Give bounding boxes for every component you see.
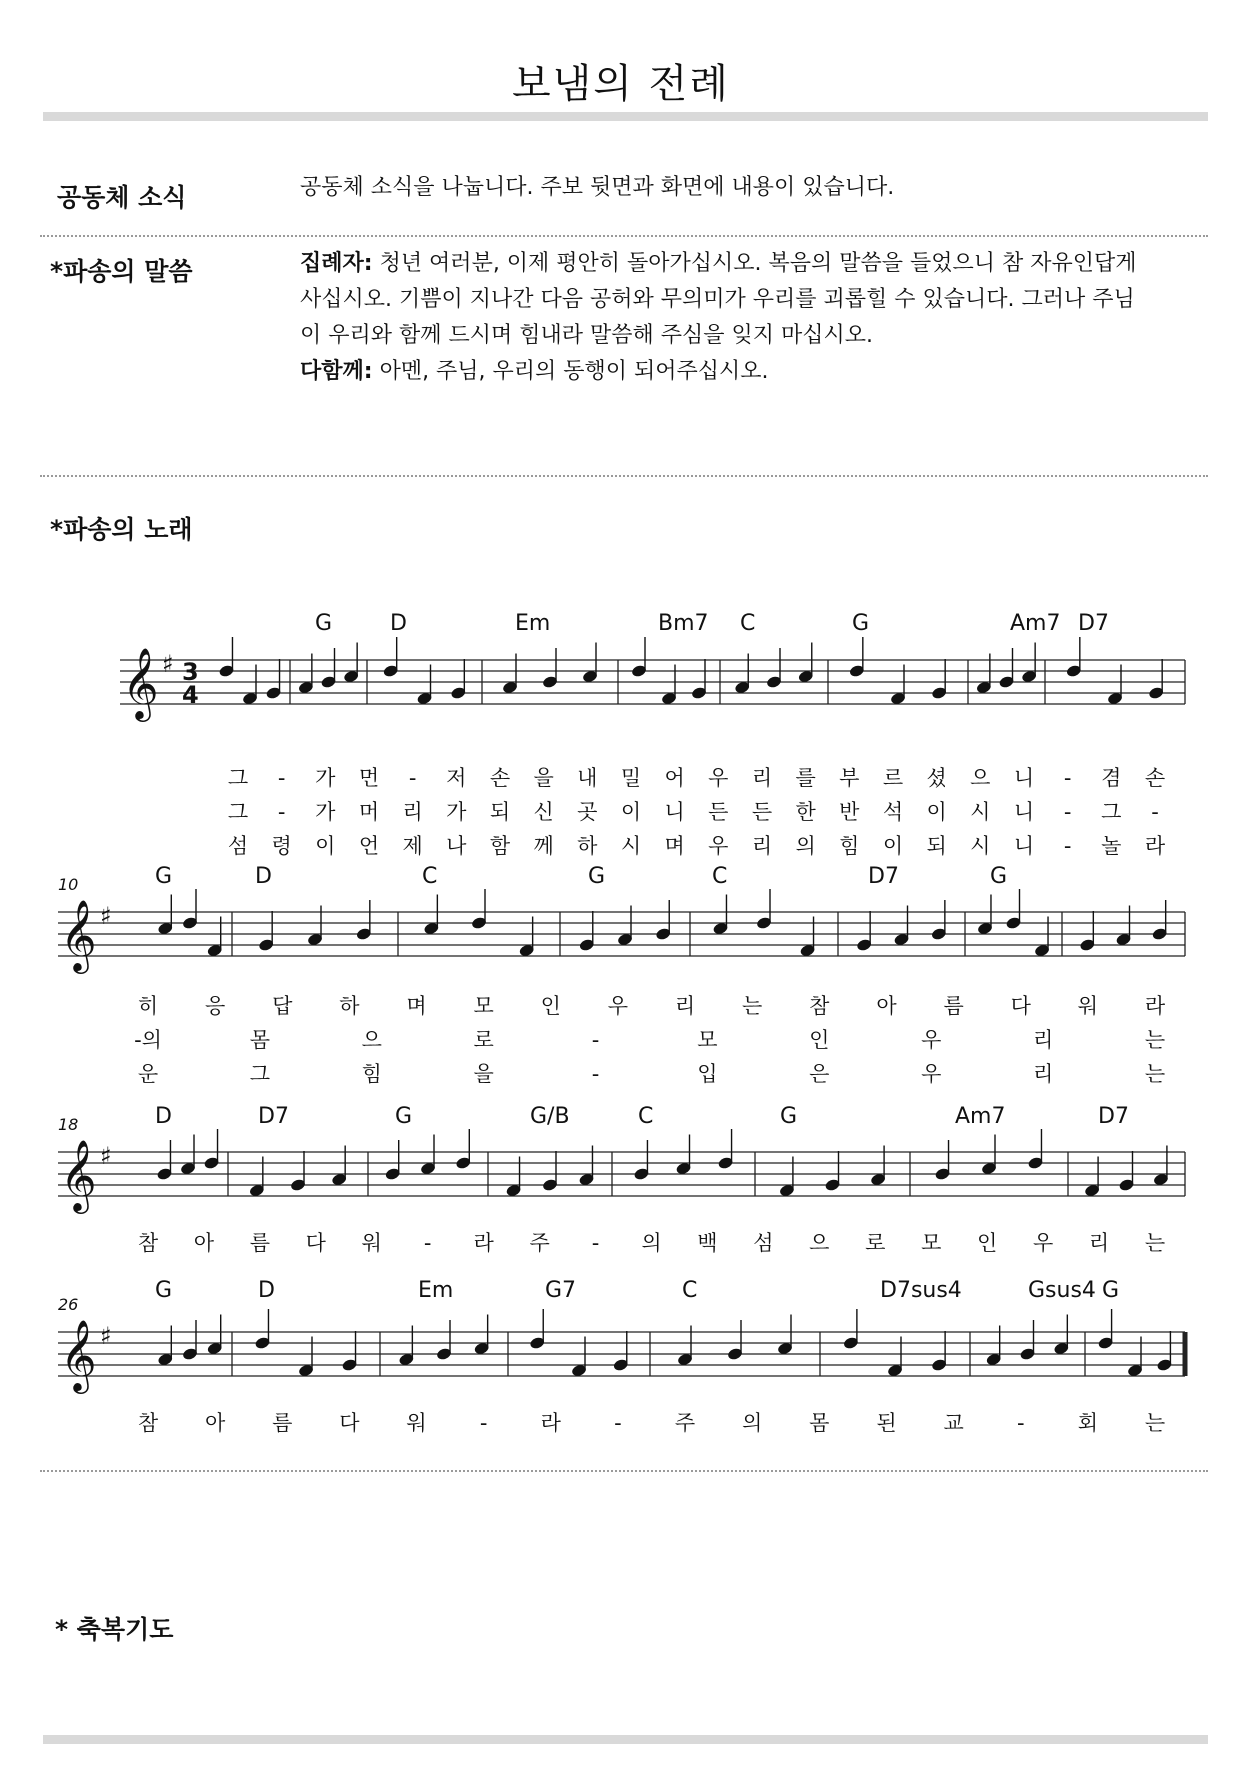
lyric-syllable: 주 — [529, 1231, 550, 1255]
lyric-syllable: 이 — [882, 834, 904, 858]
section-divider — [40, 475, 1208, 477]
lyric-syllable: 어 — [664, 766, 685, 790]
lyric-syllable: 다 — [339, 1411, 360, 1435]
sending-song-label: *파송의 노래 — [50, 515, 193, 544]
lyric-syllable: 신 — [533, 800, 554, 824]
lyric-syllable: 리 — [1032, 1028, 1054, 1052]
lyric-syllable: 로 — [865, 1231, 886, 1255]
lyric-syllable: 께 — [533, 834, 554, 858]
lyric-syllable: - — [1063, 800, 1072, 824]
lyric-syllable: 은 — [809, 1062, 830, 1086]
lyric-syllable: 나 — [446, 834, 467, 858]
time-signature-bottom: 4 — [182, 681, 199, 709]
lyric-syllable: 주 — [674, 1411, 696, 1435]
chord-symbol: G — [155, 1278, 173, 1303]
lyric-syllable: 가 — [315, 766, 336, 790]
lyric-syllable: 셨 — [926, 766, 947, 790]
chord-symbol: D7 — [258, 1104, 289, 1129]
leader-line — [300, 246, 1200, 282]
lyric-syllable: 든 — [708, 800, 729, 824]
lyric-syllable: 석 — [882, 800, 904, 824]
chord-symbol: D7 — [868, 864, 899, 889]
chord-symbol: D7 — [1078, 611, 1109, 636]
chord-symbol: Am7 — [955, 1104, 1006, 1129]
page-title: 보냄의 전례 — [512, 61, 730, 107]
chord-symbol: G — [780, 1104, 798, 1129]
lyric-syllable: 워 — [406, 1411, 427, 1435]
lyric-syllable: 가 — [315, 800, 336, 824]
lyric-syllable: 리 — [674, 994, 696, 1018]
measure-number: 18 — [58, 1115, 79, 1134]
chord-symbol: D — [255, 864, 272, 889]
chord-symbol: G — [1102, 1278, 1120, 1303]
chord-symbol: C — [682, 1278, 698, 1303]
blessing-label: * 축복기도 — [55, 1615, 174, 1644]
lyric-syllable: 모 — [473, 994, 494, 1018]
lyric-syllable: 하 — [339, 994, 360, 1018]
chord-symbol: D — [155, 1104, 172, 1129]
lyric-syllable: 머 — [358, 800, 380, 824]
lyric-syllable: 인 — [977, 1231, 998, 1255]
chord-symbol: Em — [515, 611, 551, 636]
chord-symbol: D — [390, 611, 407, 636]
lyric-syllable: 며 — [664, 834, 685, 858]
lyric-syllable: - — [1016, 1411, 1025, 1435]
chord-symbol: G — [990, 864, 1008, 889]
lyric-syllable: 는 — [1144, 1231, 1166, 1255]
lyric-syllable: 워 — [361, 1231, 382, 1255]
lyric-syllable: 니 — [664, 800, 685, 824]
lyric-syllable: 답 — [272, 994, 293, 1018]
chord-symbol: Am7 — [1010, 611, 1061, 636]
chord-symbol: Gsus4 — [1028, 1278, 1096, 1303]
chord-symbol: G7 — [545, 1278, 577, 1303]
lyric-syllable: 다 — [1010, 994, 1031, 1018]
lyric-syllable: 먼 — [358, 766, 380, 790]
leader-label: 집례자: — [300, 251, 373, 276]
lyric-syllable: - — [591, 1231, 600, 1255]
lyric-syllable: 우 — [921, 1062, 942, 1086]
lyric-syllable: 히 — [137, 994, 159, 1018]
lyric-syllable: 리 — [751, 834, 773, 858]
lyric-syllable: 한 — [795, 800, 816, 824]
lyric-syllable: - — [1063, 834, 1072, 858]
lyric-syllable: 의 — [641, 1231, 662, 1255]
lyric-syllable: 백 — [697, 1231, 718, 1255]
lyric-syllable: 는 — [1144, 1411, 1166, 1435]
lyric-syllable: 아 — [193, 1231, 215, 1255]
lyric-syllable: 섬 — [227, 834, 249, 858]
lyric-syllable: 워 — [1077, 994, 1099, 1018]
lyric-syllable: 라 — [540, 1411, 561, 1435]
lyric-syllable: 니 — [1013, 766, 1035, 790]
lyric-syllable: 힘 — [361, 1062, 382, 1086]
news-text: 공동체 소식을 나눕니다. 주보 뒷면과 화면에 내용이 있습니다. — [300, 175, 895, 200]
lyric-syllable: 이 — [620, 800, 642, 824]
lyric-syllable: 참 — [809, 994, 830, 1018]
lyric-syllable: 손 — [1144, 766, 1166, 790]
lyric-syllable: - — [591, 1028, 600, 1052]
chord-symbol: G — [155, 864, 173, 889]
chord-symbol: G — [588, 864, 606, 889]
lyric-syllable: - — [408, 766, 417, 790]
chord-symbol: D7sus4 — [880, 1278, 962, 1303]
lyric-syllable: 참 — [137, 1231, 159, 1255]
lyric-syllable: 응 — [204, 994, 226, 1018]
lyric-syllable: 는 — [1144, 1028, 1166, 1052]
lyric-syllable: 아 — [204, 1411, 226, 1435]
lyric-syllable: 시 — [970, 800, 991, 824]
lyric-syllable: 며 — [406, 994, 427, 1018]
lyric-syllable: 름 — [943, 994, 964, 1018]
lyric-syllable: -의 — [134, 1028, 162, 1052]
all-line — [300, 354, 1200, 390]
lyric-syllable: 입 — [697, 1062, 718, 1086]
lyric-syllable: 저 — [446, 766, 467, 790]
lyric-syllable: 회 — [1077, 1411, 1099, 1435]
lyric-syllable: 우 — [1032, 1231, 1054, 1255]
leader-text-line: 이 우리와 함께 드시며 힘내라 말씀해 주심을 잊지 마십시오. — [300, 323, 873, 348]
lyric-syllable: 함 — [489, 834, 511, 858]
lyric-syllable: 시 — [970, 834, 991, 858]
lyric-syllable: - — [423, 1231, 432, 1255]
chord-symbol: C — [712, 864, 728, 889]
lyric-syllable: 이 — [926, 800, 947, 824]
treble-clef: 𝄞 — [122, 646, 159, 719]
chord-symbol: G — [395, 1104, 413, 1129]
bottom-divider-bar — [43, 1735, 1208, 1744]
lyric-syllable: - — [1151, 800, 1159, 824]
lyric-syllable: 제 — [402, 834, 423, 858]
lyric-syllable: 우 — [708, 766, 729, 790]
lyric-syllable: 라 — [473, 1231, 494, 1255]
lyric-syllable: 리 — [1032, 1062, 1054, 1086]
chord-symbol: Em — [418, 1278, 454, 1303]
chord-symbol: C — [740, 611, 756, 636]
sending-word-body — [300, 246, 1200, 390]
top-divider-bar — [43, 112, 1208, 121]
sending-word-label: *파송의 말씀 — [50, 257, 193, 286]
chord-symbol: Bm7 — [658, 611, 709, 636]
chord-symbol: D — [258, 1278, 275, 1303]
lyric-syllable: 을 — [533, 766, 554, 790]
section-divider — [40, 235, 1208, 237]
sharp-sign: ♯ — [100, 1142, 112, 1170]
lyric-syllable: 그 — [227, 766, 249, 790]
lyric-syllable: - — [277, 766, 286, 790]
lyric-syllable: 섬 — [753, 1231, 774, 1255]
lyric-syllable: 인 — [540, 994, 561, 1018]
lyric-syllable: 의 — [795, 834, 816, 858]
chord-symbol: G — [852, 611, 870, 636]
lyric-syllable: 니 — [1013, 800, 1035, 824]
leader-text-line: 사십시오. 기쁨이 지나간 다음 공허와 무의미가 우리를 괴롭힐 수 있습니다. 그러나 주님 — [300, 287, 1135, 312]
lyric-syllable: 우 — [607, 994, 629, 1018]
lyric-syllable: 우 — [921, 1028, 942, 1052]
lyric-syllable: - — [277, 800, 286, 824]
lyric-syllable: - — [614, 1411, 622, 1435]
lyric-syllable: 라 — [1144, 994, 1166, 1018]
lyric-syllable: 으 — [809, 1231, 830, 1255]
section-divider — [40, 1470, 1208, 1472]
lyric-syllable: 다 — [305, 1231, 326, 1255]
lyric-syllable: 부 — [839, 766, 860, 790]
lyric-syllable: 하 — [577, 834, 598, 858]
lyric-syllable: 모 — [921, 1231, 942, 1255]
sheet-music — [0, 600, 1242, 1450]
leader-text-line: 청년 여러분, 이제 평안히 돌아가십시오. 복음의 말씀을 들었으니 참 자유인답게 — [379, 251, 1137, 276]
lyric-syllable: 는 — [1144, 1062, 1166, 1086]
lyric-syllable: 운 — [137, 1062, 159, 1086]
lyric-syllable: 몸 — [249, 1028, 271, 1052]
lyric-syllable: 리 — [751, 766, 773, 790]
lyric-syllable: - — [479, 1411, 488, 1435]
lyric-syllable: 몸 — [809, 1411, 830, 1435]
news-label: 공동체 소식 — [57, 183, 187, 212]
lyric-syllable: 그 — [1101, 800, 1122, 824]
lyric-syllable: 리 — [402, 800, 423, 824]
lyric-syllable: 교 — [943, 1411, 964, 1435]
chord-symbol: C — [422, 864, 438, 889]
all-text: 아멘, 주님, 우리의 동행이 되어주십시오. — [379, 359, 769, 384]
lyric-syllable: 의 — [742, 1411, 763, 1435]
lyric-syllable: 를 — [795, 766, 816, 790]
lyric-syllable: 시 — [620, 834, 642, 858]
lyric-syllable: 을 — [473, 1062, 494, 1086]
lyric-syllable: 인 — [809, 1028, 830, 1052]
lyric-syllable: 반 — [839, 800, 860, 824]
lyric-syllable: 가 — [446, 800, 467, 824]
lyric-syllable: 리 — [1088, 1231, 1110, 1255]
lyric-syllable: 모 — [697, 1028, 718, 1052]
lyric-syllable: 언 — [358, 834, 380, 858]
lyric-syllable: 름 — [249, 1231, 271, 1255]
lyric-syllable: 으 — [970, 766, 991, 790]
lyric-syllable: 되 — [489, 800, 511, 824]
sharp-sign: ♯ — [100, 1322, 112, 1350]
sharp-sign: ♯ — [100, 902, 112, 930]
lyric-syllable: 는 — [742, 994, 763, 1018]
lyric-syllable: - — [591, 1062, 600, 1086]
lyric-syllable: 그 — [227, 800, 249, 824]
lyric-syllable: 겸 — [1101, 766, 1122, 790]
lyric-syllable: 든 — [751, 800, 773, 824]
lyric-syllable: 놀 — [1101, 834, 1122, 858]
lyric-syllable: 름 — [272, 1411, 293, 1435]
lyric-syllable: 된 — [876, 1411, 897, 1435]
lyric-syllable: 라 — [1144, 834, 1166, 858]
lyric-syllable: 령 — [271, 834, 292, 858]
measure-number: 10 — [58, 875, 79, 894]
lyric-syllable: - — [1063, 766, 1072, 790]
sharp-sign: ♯ — [162, 650, 174, 678]
treble-clef: 𝄞 — [60, 1318, 97, 1391]
lyric-syllable: 참 — [137, 1411, 159, 1435]
treble-clef: 𝄞 — [60, 1138, 97, 1211]
lyric-syllable: 되 — [926, 834, 947, 858]
lyric-syllable: 으 — [361, 1028, 382, 1052]
lyric-syllable: 힘 — [839, 834, 860, 858]
lyric-syllable: 내 — [577, 766, 598, 790]
treble-clef: 𝄞 — [60, 898, 97, 971]
lyric-syllable: 이 — [315, 834, 336, 858]
all-label: 다함께: — [300, 359, 373, 384]
lyric-syllable: 니 — [1013, 834, 1035, 858]
chord-symbol: D7 — [1098, 1104, 1129, 1129]
chord-symbol: G/B — [530, 1104, 570, 1129]
chord-symbol: G — [315, 611, 333, 636]
lyric-syllable: 곳 — [577, 800, 598, 824]
chord-symbol: C — [638, 1104, 654, 1129]
time-signature-top: 3 — [182, 658, 199, 686]
lyric-syllable: 르 — [882, 766, 904, 790]
lyric-syllable: 아 — [876, 994, 897, 1018]
lyric-syllable: 로 — [473, 1028, 494, 1052]
lyric-syllable: 우 — [708, 834, 729, 858]
lyric-syllable: 밀 — [620, 766, 642, 790]
lyric-syllable: 그 — [249, 1062, 271, 1086]
lyric-syllable: 손 — [489, 766, 511, 790]
measure-number: 26 — [58, 1295, 79, 1314]
